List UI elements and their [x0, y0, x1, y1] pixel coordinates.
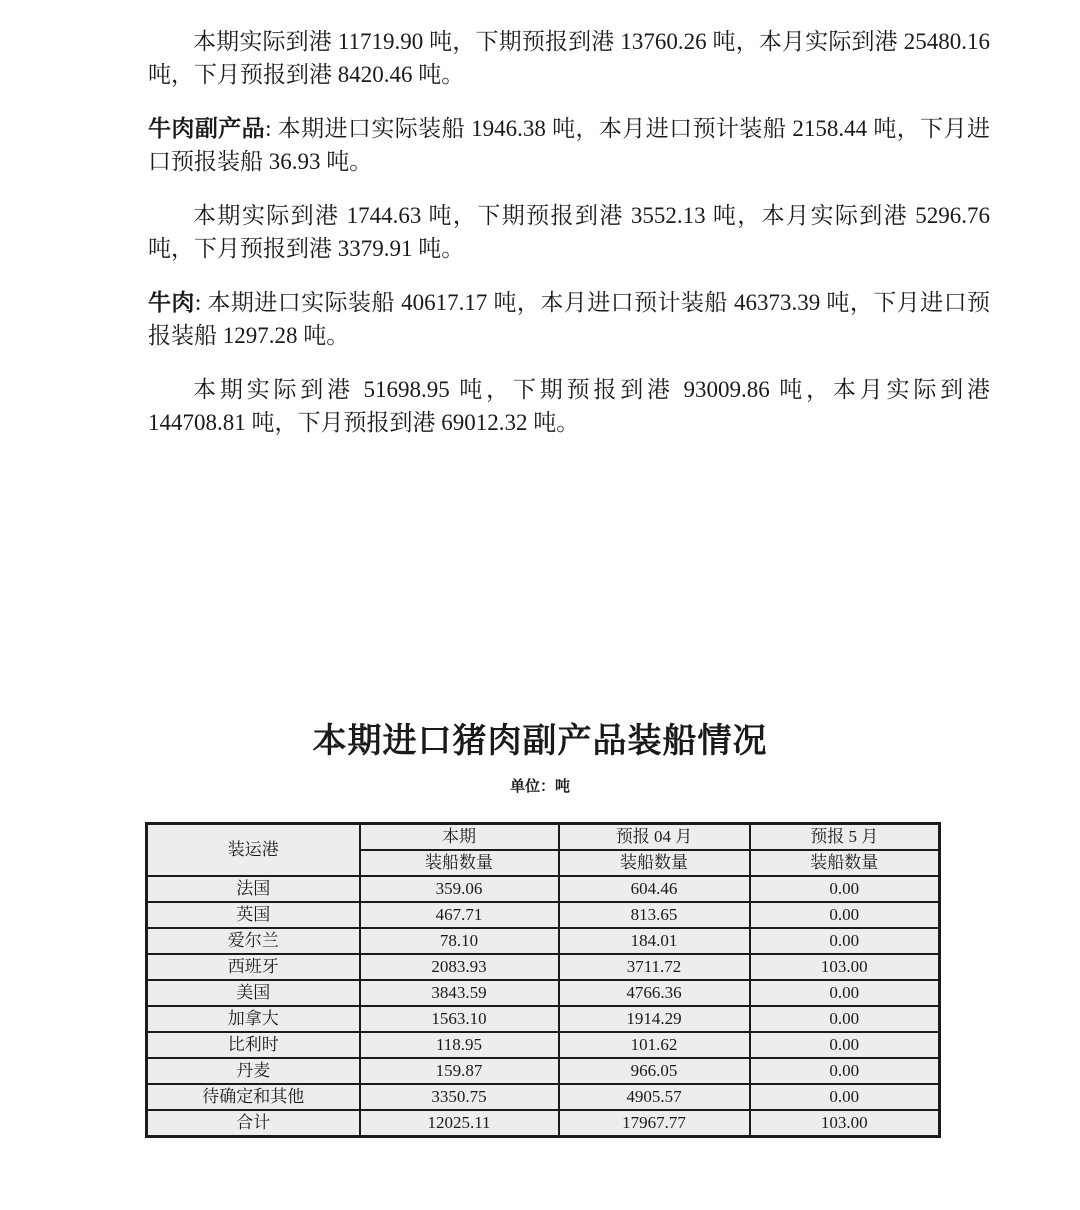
cell-may: 0.00 [750, 1006, 940, 1032]
cell-may: 103.00 [750, 1110, 940, 1137]
cell-current: 78.10 [360, 928, 559, 954]
table-row-spain [147, 954, 940, 980]
header-cell-port: 装运港 [147, 824, 360, 877]
paragraph-beef-byproduct-shipment [148, 112, 990, 178]
cell-may: 0.00 [750, 902, 940, 928]
paragraph-text: : 本期进口实际装船 1946.38 吨，本月进口预计装船 2158.44 吨，下月进口预报装船 36.93 吨。 [148, 116, 991, 174]
paragraph-text: 本期实际到港 1744.63 吨，下期预报到港 3552.13 吨，本月实际到港 5296.76 吨，下月预报到港 3379.91 吨。 [148, 203, 990, 261]
cell-port: 比利时 [147, 1032, 360, 1058]
table-row-total [147, 1110, 940, 1137]
paragraph-text: 本期实际到港 51698.95 吨，下期预报到港 93009.86 吨，本月实际到港 144708.81 吨，下月预报到港 69012.32 吨。 [148, 377, 990, 435]
cell-may: 103.00 [750, 954, 940, 980]
paragraph-bold-label: 牛肉 [148, 290, 195, 315]
shipment-table [145, 822, 941, 1138]
table-row-denmark [147, 1058, 940, 1084]
cell-may: 0.00 [750, 876, 940, 902]
table-header-row-period [147, 824, 940, 851]
table-body [147, 876, 940, 1137]
cell-apr: 17967.77 [559, 1110, 750, 1137]
cell-apr: 4766.36 [559, 980, 750, 1006]
cell-port: 爱尔兰 [147, 928, 360, 954]
table-row-usa [147, 980, 940, 1006]
cell-apr: 184.01 [559, 928, 750, 954]
cell-current: 12025.11 [360, 1110, 559, 1137]
paragraph-text: 本期实际到港 11719.90 吨，下期预报到港 13760.26 吨，本月实际到港 25480.16 吨，下月预报到港 8420.46 吨。 [148, 29, 990, 87]
cell-port: 待确定和其他 [147, 1084, 360, 1110]
cell-port: 英国 [147, 902, 360, 928]
table-row-uk [147, 902, 940, 928]
table-header [147, 824, 940, 877]
table-row-france [147, 876, 940, 902]
cell-apr: 1914.29 [559, 1006, 750, 1032]
cell-current: 359.06 [360, 876, 559, 902]
cell-current: 467.71 [360, 902, 559, 928]
header-cell-measure-current: 装船数量 [360, 850, 559, 876]
paragraph-arrival-beef [148, 373, 990, 439]
cell-apr: 604.46 [559, 876, 750, 902]
cell-current: 159.87 [360, 1058, 559, 1084]
cell-port: 加拿大 [147, 1006, 360, 1032]
cell-may: 0.00 [750, 1032, 940, 1058]
cell-port: 合计 [147, 1110, 360, 1137]
cell-port: 法国 [147, 876, 360, 902]
cell-current: 118.95 [360, 1032, 559, 1058]
paragraph-arrival-pork-byproduct [148, 25, 990, 91]
section-title: 本期进口猪肉副产品装船情况 [312, 723, 768, 760]
cell-apr: 966.05 [559, 1058, 750, 1084]
cell-current: 3350.75 [360, 1084, 559, 1110]
header-cell-measure-april: 装船数量 [559, 850, 750, 876]
cell-apr: 101.62 [559, 1032, 750, 1058]
cell-port: 西班牙 [147, 954, 360, 980]
cell-may: 0.00 [750, 928, 940, 954]
paragraph-text: : 本期进口实际装船 40617.17 吨，本月进口预计装船 46373.39 吨，下月进口预报装船 1297.28 吨。 [148, 290, 991, 348]
table-row-belgium [147, 1032, 940, 1058]
cell-may: 0.00 [750, 1058, 940, 1084]
body-text-block [0, 0, 1080, 439]
cell-current: 1563.10 [360, 1006, 559, 1032]
table-row-ireland [147, 928, 940, 954]
header-cell-current-period: 本期 [360, 824, 559, 851]
cell-apr: 3711.72 [559, 954, 750, 980]
cell-port: 丹麦 [147, 1058, 360, 1084]
cell-may: 0.00 [750, 1084, 940, 1110]
paragraph-bold-label: 牛肉副产品 [148, 116, 266, 141]
table-row-tbd-other [147, 1084, 940, 1110]
paragraph-beef-shipment [148, 286, 990, 352]
cell-current: 3843.59 [360, 980, 559, 1006]
header-cell-forecast-may: 预报 5 月 [750, 824, 940, 851]
cell-may: 0.00 [750, 980, 940, 1006]
header-cell-forecast-april: 预报 04 月 [559, 824, 750, 851]
cell-port: 美国 [147, 980, 360, 1006]
cell-current: 2083.93 [360, 954, 559, 980]
paragraph-arrival-beef-byproduct [148, 199, 990, 265]
shipment-table-wrapper [145, 822, 1080, 1138]
cell-apr: 813.65 [559, 902, 750, 928]
table-row-canada [147, 1006, 940, 1032]
unit-note: 单位：吨 [509, 779, 570, 795]
cell-apr: 4905.57 [559, 1084, 750, 1110]
header-cell-measure-may: 装船数量 [750, 850, 940, 876]
